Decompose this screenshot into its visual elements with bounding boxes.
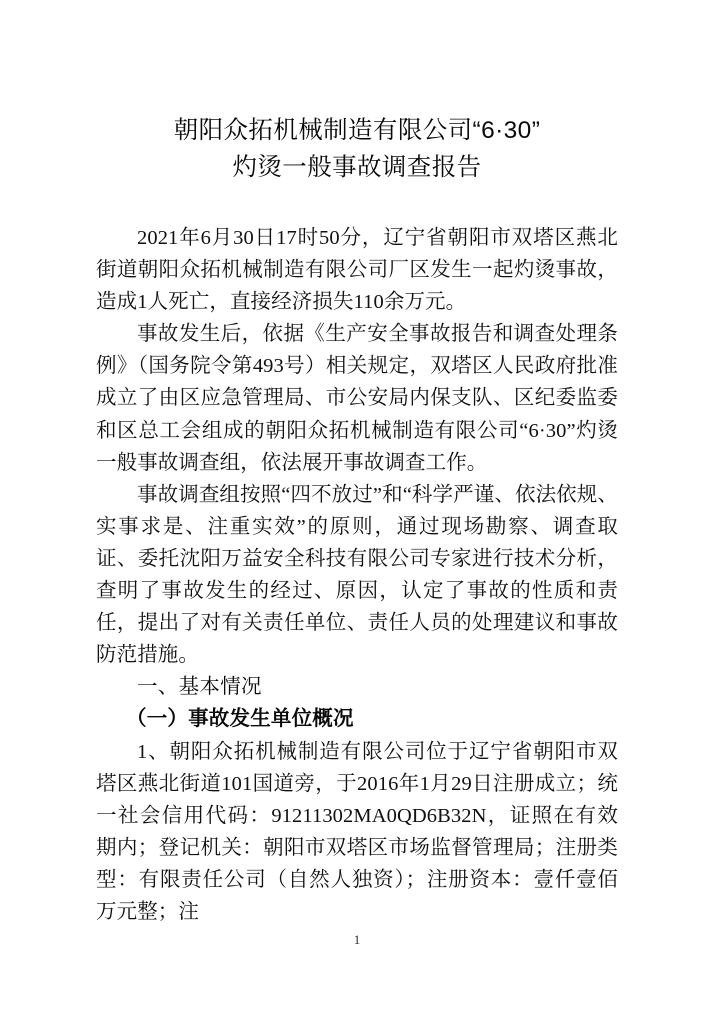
- heading-basic-situation: 一、基本情况: [137, 675, 262, 699]
- page-content: [96, 0, 618, 928]
- paragraph-investigation-principles: 事故调查组按照“四不放过”和“科学严谨、依法依规、实事求是、注重实效”的原则，通过现场勘察、调查取证、委托沈阳万益安全科技有限公司专家进行技术分析，查明了事故发生的经过、原因，认定了事故的性质和责任，提出了对有关责任单位、责任人员的处理建议和事故防范措施。: [96, 483, 618, 667]
- document-title-line-1: 朝阳众拓机械制造有限公司“6·30”: [173, 117, 541, 144]
- paragraph-company-registration: 1、朝阳众拓机械制造有限公司位于辽宁省朝阳市双塔区燕北街道101国道旁，于2016年1月29日注册成立；统一社会信用代码：91211302MA0QD6B32N，证照在有效期内；登记机关：朝阳市双塔区市场监督管理局；注册类型：有限责任公司（自然人独资）；注册资本：壹仟壹佰万元整；注: [96, 740, 618, 923]
- document-title-line-2: 灼烫一般事故调查报告: [232, 154, 482, 181]
- page-number: 1: [353, 932, 361, 947]
- heading-unit-overview: （一）事故发生单位概况: [126, 708, 354, 731]
- paragraph-incident-summary: 2021年6月30日17时50分，辽宁省朝阳市双塔区燕北街道朝阳众拓机械制造有限公司厂区发生一起灼烫事故，造成1人死亡，直接经济损失110余万元。: [96, 227, 618, 314]
- document-title: [96, 112, 618, 186]
- paragraph-investigation-team: 事故发生后，依据《生产安全事故报告和调查处理条例》（国务院令第493号）相关规定，双塔区人民政府批准成立了由区应急管理局、市公安局内保支队、区纪委监委和区总工会组成的朝阳众拓机械制造有限公司“6·30”灼烫一般事故调查组，依法展开事故调查工作。: [96, 323, 618, 474]
- document-body: [96, 222, 618, 928]
